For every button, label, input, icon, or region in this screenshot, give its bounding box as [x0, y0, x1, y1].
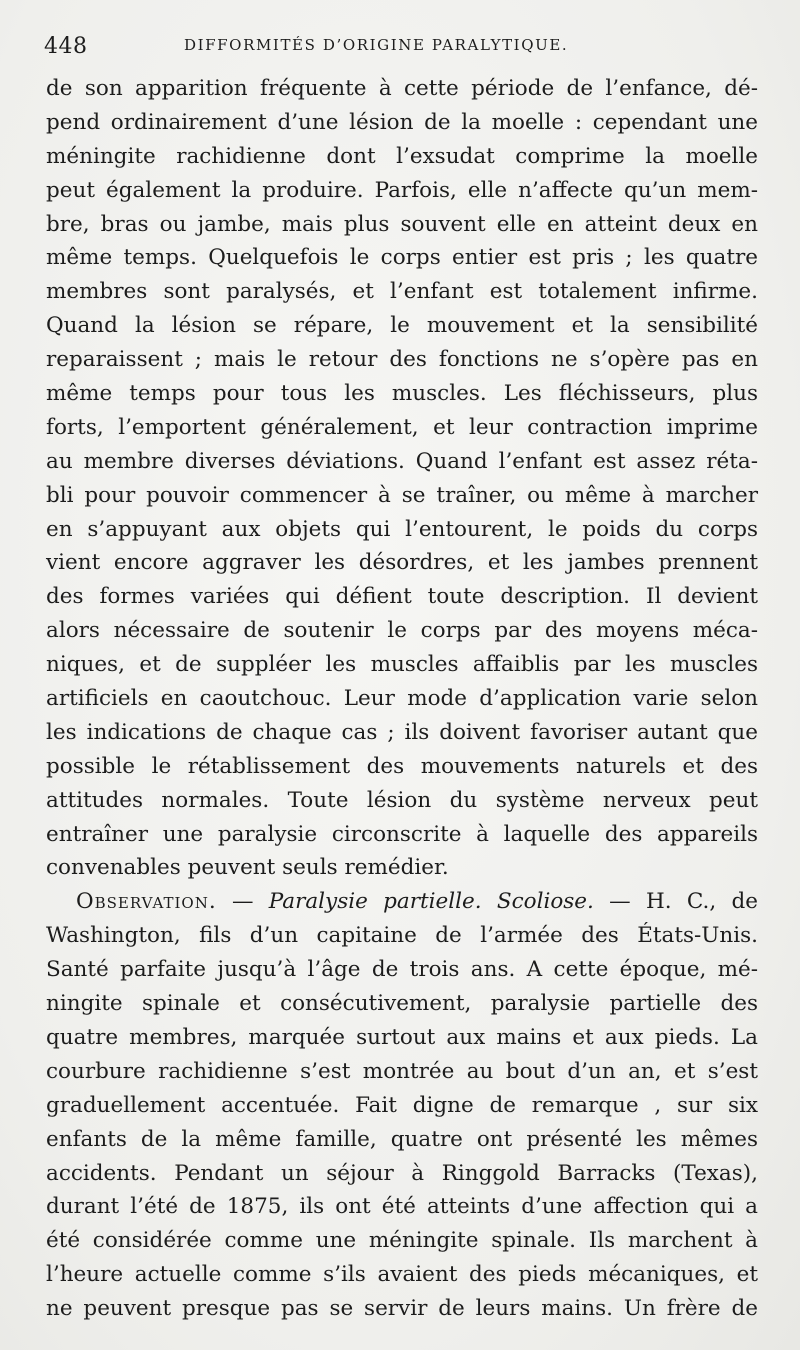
- observation-title: Paralysie partielle. Scoliose.: [268, 889, 594, 915]
- observation-line: ne peuvent presque pas se servir de leurs mains. Un frère de: [46, 1296, 758, 1322]
- text-line: forts, l’emportent généralement, et leur contraction imprime: [46, 414, 758, 440]
- text-line: en s’appuyant aux objets qui l’entourent, le poids du corps: [46, 516, 758, 542]
- observation-line: ningite spinale et consécutivement, paralysie partielle des: [46, 991, 758, 1017]
- observation-line: courbure rachidienne s’est montrée au bout d’un an, et s’est: [46, 1058, 758, 1084]
- text-line: membres sont paralysés, et l’enfant est totalement infirme.: [46, 279, 758, 305]
- text-line: convenables peuvent seuls remédier.: [46, 855, 449, 881]
- observation-line: Santé parfaite jusqu’à l’âge de trois ans. A cette époque, mé-: [46, 957, 758, 983]
- text-line: les indications de chaque cas ; ils doivent favoriser autant que: [46, 719, 758, 745]
- text-line: attitudes normales. Toute lésion du système nerveux peut: [46, 787, 758, 813]
- observation-patient: — H. C., de: [593, 889, 758, 915]
- observation-line: durant l’été de 1875, ils ont été atteints d’une affection qui a: [46, 1194, 758, 1220]
- text-line: artificiels en caoutchouc. Leur mode d’application varie selon: [46, 686, 758, 712]
- text-line: au membre diverses déviations. Quand l’enfant est assez réta-: [46, 448, 758, 474]
- observation-line: été considérée comme une méningite spinale. Ils marchent à: [46, 1228, 758, 1254]
- text-line: même temps. Quelquefois le corps entier est pris ; les quatre: [46, 245, 758, 271]
- observation-line: l’heure actuelle comme s’ils avaient des pieds mécaniques, et: [46, 1262, 758, 1288]
- observation-line: graduellement accentuée. Fait digne de remarque , sur six: [46, 1092, 758, 1118]
- text-line: de son apparition fréquente à cette période de l’enfance, dé-: [46, 76, 758, 101]
- text-line: peut également la produire. Parfois, elle n’affecte qu’un mem-: [46, 177, 758, 203]
- text-line: des formes variées qui défient toute description. Il devient: [46, 584, 758, 610]
- text-line: même temps pour tous les muscles. Les fléchisseurs, plus: [46, 381, 758, 407]
- text-line: niques, et de suppléer les muscles affaiblis par les muscles: [46, 652, 758, 678]
- text-line: vient encore aggraver les désordres, et les jambes prennent: [46, 550, 758, 576]
- page-number: 448: [44, 34, 88, 59]
- text-line: reparaissent ; mais le retour des fonctions ne s’opère pas en: [46, 347, 758, 373]
- text-line: possible le rétablissement des mouvements naturels et des: [46, 753, 758, 779]
- observation-heading-line: [46, 885, 758, 919]
- text-line: entraîner une paralysie circonscrite à laquelle des appareils: [46, 821, 758, 847]
- text-line: bli pour pouvoir commencer à se traîner, ou même à marcher: [46, 482, 758, 508]
- observation-line: Washington, fils d’un capitaine de l’armée des États-Unis.: [46, 923, 758, 949]
- observation-dash: —: [216, 889, 269, 915]
- observation-line: accidents. Pendant un séjour à Ringgold Barracks (Texas),: [46, 1160, 758, 1186]
- text-line: alors nécessaire de soutenir le corps par des moyens méca-: [46, 618, 758, 644]
- text-line: pend ordinairement d’une lésion de la moelle : cependant une: [46, 109, 758, 135]
- running-head: DIFFORMITÉS D’ORIGINE PARALYTIQUE.: [184, 36, 569, 54]
- observation-line: enfants de la même famille, quatre ont présenté les mêmes: [46, 1126, 758, 1152]
- text-line: méningite rachidienne dont l’exsudat comprime la moelle: [46, 143, 758, 169]
- text-line: Quand la lésion se répare, le mouvement et la sensibilité: [46, 313, 758, 339]
- text-line: bre, bras ou jambe, mais plus souvent elle en atteint deux en: [46, 211, 758, 237]
- body-text: [46, 72, 758, 1326]
- page-header: [44, 34, 760, 64]
- observation-line: quatre membres, marquée surtout aux mains et aux pieds. La: [46, 1024, 758, 1050]
- observation-label: Observation.: [76, 889, 217, 915]
